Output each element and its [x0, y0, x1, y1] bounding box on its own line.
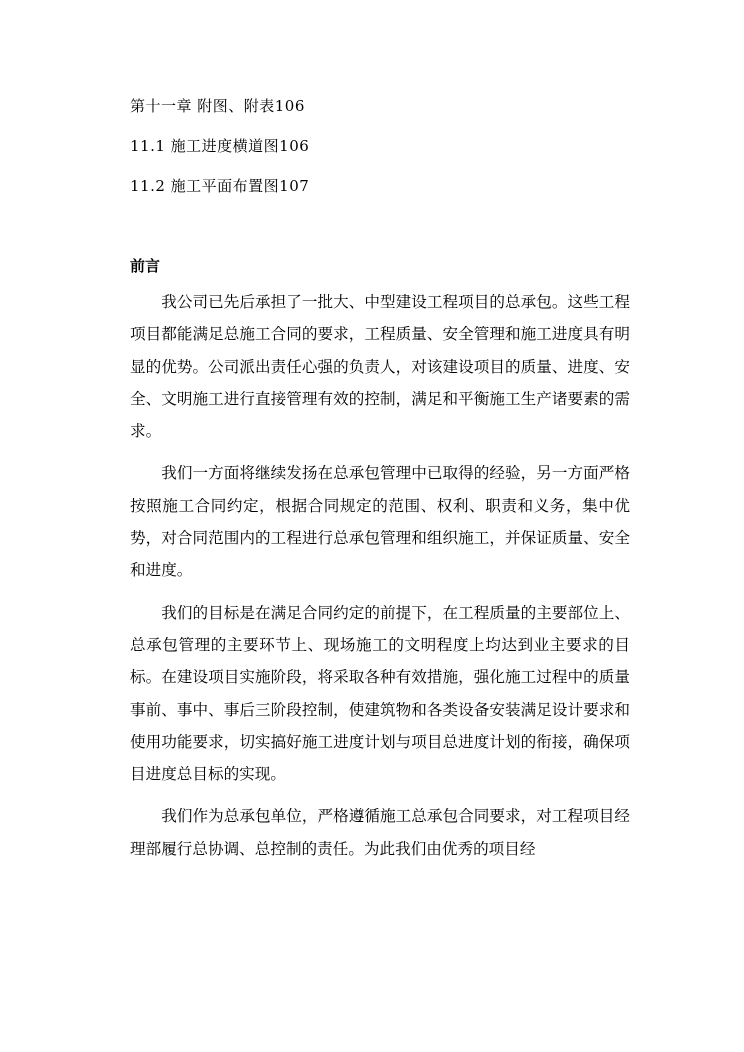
- paragraph: 我公司已先后承担了一批大、中型建设工程项目的总承包。这些工程项目都能满足总施工合同的要求，工程质量、安全管理和施工进度具有明显的优势。公司派出责任心强的负责人，对该建设项目的质量、进度、安全、文明施工进行直接管理有效的控制，满足和平衡施工生产诸要素的需求。: [130, 293, 630, 441]
- paragraph: 我们的目标是在满足合同约定的前提下，在工程质量的主要部位上、总承包管理的主要环节上、现场施工的文明程度上均达到业主要求的目标。在建设项目实施阶段，将采取各种有效措施，强化施工过程中的质量事前、事中、事后三阶段控制，使建筑物和各类设备安装满足设计要求和使用功能要求，切实搞好施工进度计划与项目总进度计划的衔接，确保项目进度总目标的实现。: [130, 603, 630, 784]
- section-title-preface: 前言: [130, 257, 161, 275]
- toc-entry-chapter-11[interactable]: 第十一章 附图、附表106: [130, 97, 305, 115]
- toc-entry-11-1[interactable]: 11.1 施工进度横道图106: [130, 137, 310, 155]
- toc-entry-11-2[interactable]: 11.2 施工平面布置图107: [130, 177, 310, 195]
- paragraph: 我们一方面将继续发扬在总承包管理中已取得的经验，另一方面严格按照施工合同约定，根据合同规定的范围、权利、职责和义务，集中优势，对合同范围内的工程进行总承包管理和组织施工，并保证质量、安全和进度。: [130, 464, 630, 580]
- table-of-contents: [130, 96, 650, 216]
- preface-body: [130, 286, 630, 875]
- paragraph: 我们作为总承包单位，严格遵循施工总承包合同要求，对工程项目经理部履行总协调、总控制的责任。为此我们由优秀的项目经: [130, 807, 630, 858]
